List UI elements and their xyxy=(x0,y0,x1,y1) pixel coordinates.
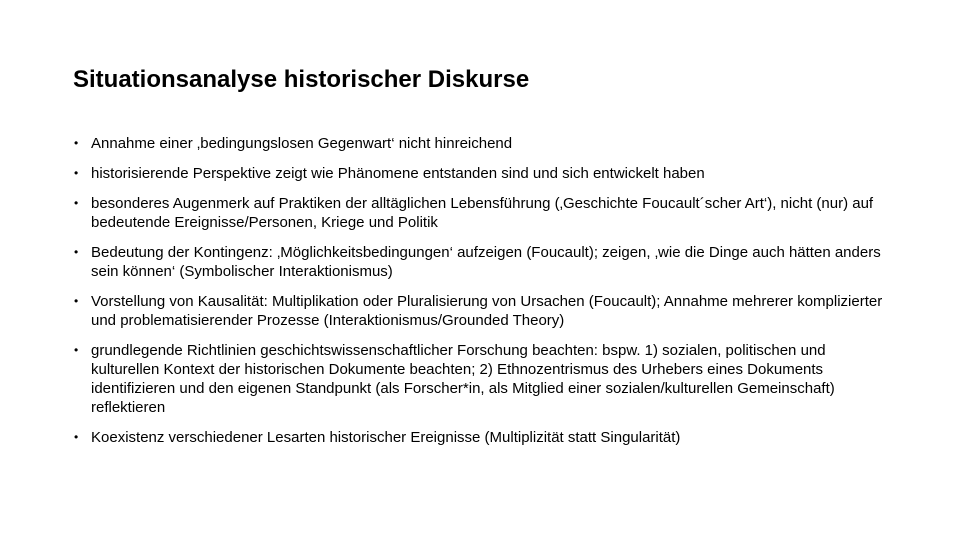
bullet-text: Koexistenz verschiedener Lesarten historischer Ereignisse (Multiplizität statt Singularität) xyxy=(91,429,681,446)
bullet-icon: • xyxy=(74,196,79,210)
bullet-icon: • xyxy=(74,430,79,444)
bullet-icon: • xyxy=(74,294,79,308)
bullet-item-1 xyxy=(73,134,893,153)
bullet-icon: • xyxy=(74,136,79,150)
bullet-item-6 xyxy=(73,341,893,417)
bullet-text: Annahme einer ‚bedingungslosen Gegenwart‘ nicht hinreichend xyxy=(91,135,513,152)
bullet-text: besonderes Augenmerk auf Praktiken der alltäglichen Lebensführung (‚Geschichte Foucault´scher Art‘), nicht (nur) auf bedeutende Ereignisse/Personen, Kriege und Politik xyxy=(91,195,874,231)
bullet-text: Vorstellung von Kausalität: Multiplikation oder Pluralisierung von Ursachen (Foucault); Annahme mehrerer komplizierter und problematisierender Prozesse (Interaktionismus/Grounded Theory) xyxy=(91,293,883,329)
bullet-item-7 xyxy=(73,428,893,447)
bullet-text: Bedeutung der Kontingenz: ‚Möglichkeitsbedingungen‘ aufzeigen (Foucault); zeigen, ‚wie die Dinge auch hätten anders sein können‘ (Symbolischer Interaktionismus) xyxy=(91,244,881,280)
bullet-text: historisierende Perspektive zeigt wie Phänomene entstanden sind und sich entwickelt haben xyxy=(91,165,705,182)
bullet-icon: • xyxy=(74,245,79,259)
bullet-icon: • xyxy=(74,343,79,357)
bullet-item-3 xyxy=(73,194,893,232)
bullet-item-2 xyxy=(73,164,893,183)
bullet-text: grundlegende Richtlinien geschichtswissenschaftlicher Forschung beachten: bspw. 1) sozialen, politischen und kulturellen Kontext der historischen Dokumente beachten; 2) Ethnozentrismus des Urhebers eines Dokuments identifizieren und den eigenen Standpunkt (als Forscher*in, als Mitglied einer sozialen/kulturellen Gemeinschaft) reflektieren xyxy=(91,342,835,416)
bullet-list xyxy=(73,134,893,458)
slide-title: Situationsanalyse historischer Diskurse xyxy=(73,66,530,93)
bullet-item-5 xyxy=(73,292,893,330)
bullet-item-4 xyxy=(73,243,893,281)
bullet-icon: • xyxy=(74,166,79,180)
